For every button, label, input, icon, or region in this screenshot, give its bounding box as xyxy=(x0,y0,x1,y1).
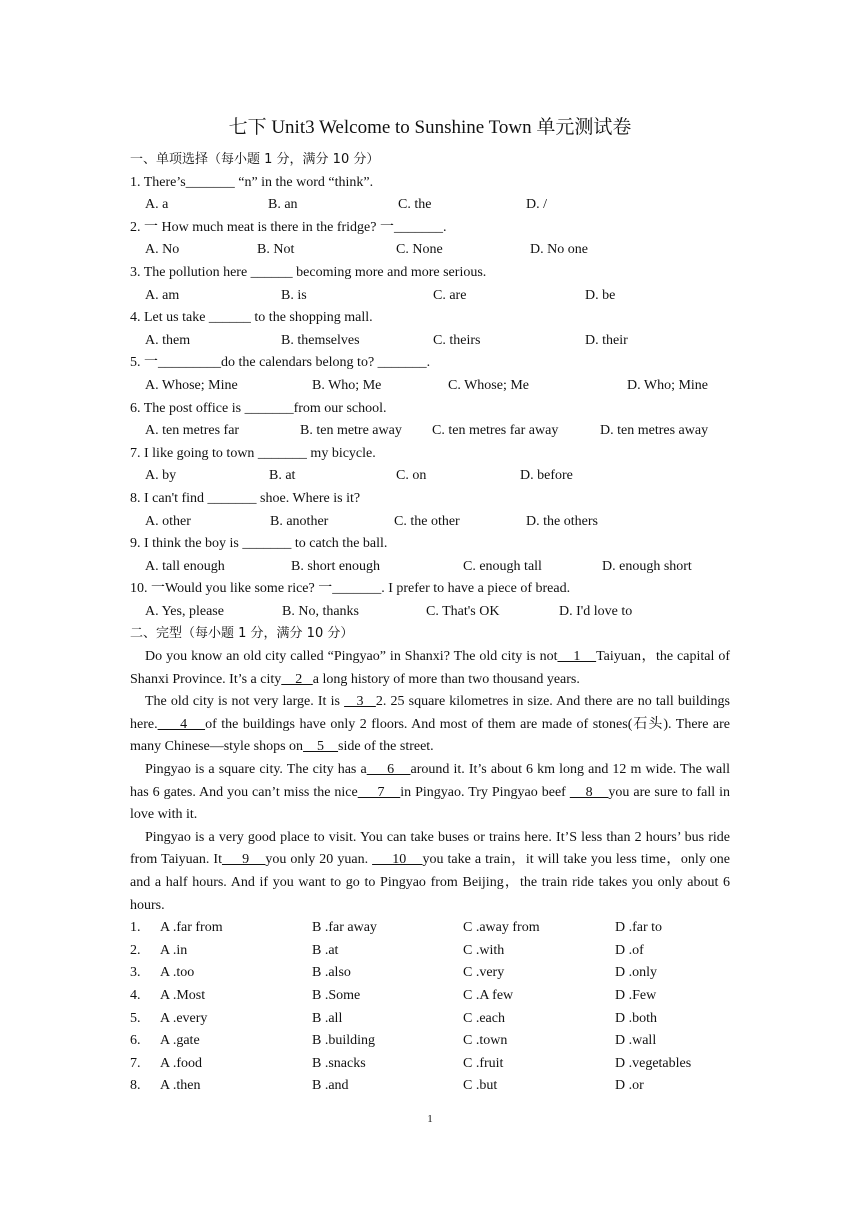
answer-option: C .A few xyxy=(463,987,514,1003)
answer-option: D .vegetables xyxy=(615,1055,692,1071)
cloze-option-number: 8. xyxy=(130,1078,141,1094)
passage-text: you take a train，it will take you less time，only one and a half hours. And if you want to go to Pingyao from Beijing，the train ride takes you only about 6 hours. xyxy=(130,852,731,913)
answer-option: A. Whose; Mine xyxy=(145,377,238,393)
cloze-option-row xyxy=(130,985,730,1008)
answer-option: B. short enough xyxy=(291,558,381,574)
passage-text: Pingyao is a very good place to visit. You can take buses or trains here. It’S less than 2 hours’ bus ride from Taiyuan. It xyxy=(130,829,730,868)
cloze-option-row xyxy=(130,1075,730,1098)
answer-option: B .all xyxy=(312,1010,343,1026)
passage-paragraph xyxy=(130,759,730,827)
answer-option: A .every xyxy=(160,1010,208,1026)
answer-option: D. the others xyxy=(526,513,598,529)
answer-option: C. ten metres far away xyxy=(432,423,559,439)
cloze-option-number: 4. xyxy=(130,987,141,1003)
answer-option: D .Few xyxy=(615,987,657,1003)
cloze-option-number: 6. xyxy=(130,1033,141,1049)
cloze-blank: 10 xyxy=(372,852,423,868)
answer-option: D. I'd love to xyxy=(559,603,633,619)
answer-option: D. / xyxy=(526,197,547,213)
cloze-blank: 2 xyxy=(281,671,313,687)
document-body xyxy=(130,149,730,1098)
answer-option: D. their xyxy=(585,332,628,348)
cloze-blank: 4 xyxy=(157,716,206,732)
passage-text: a long history of more than two thousand years. xyxy=(312,671,580,687)
passage-text: you are sure to fall in love with it. xyxy=(130,784,731,823)
cloze-passage xyxy=(130,646,730,917)
cloze-option-row xyxy=(130,917,730,940)
answer-option: A .food xyxy=(160,1055,202,1071)
question-stem: 1. There’s_______ “n” in the word “think”. xyxy=(130,174,374,190)
section-heading: 二、完型（每小题 1 分，满分 10 分） xyxy=(130,626,354,642)
question-stem: 9. I think the boy is _______ to catch the ball. xyxy=(130,536,388,552)
answer-option: B. an xyxy=(268,197,298,213)
answer-option: B. themselves xyxy=(281,332,360,348)
answer-option: D .both xyxy=(615,1010,657,1026)
cloze-option-number: 5. xyxy=(130,1010,141,1026)
answer-option: A .gate xyxy=(160,1033,200,1049)
page-number: 1 xyxy=(427,1113,433,1125)
answer-option: A .Most xyxy=(160,987,206,1003)
passage-text: Do you know an old city called “Pingyao” in Shanxi? The old city is not xyxy=(145,649,558,665)
answer-option: B. Not xyxy=(257,242,295,258)
cloze-blank: 7 xyxy=(357,784,401,800)
answer-option: B .at xyxy=(312,942,339,958)
answer-option: D .of xyxy=(615,942,644,958)
answer-option: D. be xyxy=(585,287,616,303)
answer-option: B. No, thanks xyxy=(282,603,359,619)
cloze-option-number: 1. xyxy=(130,920,141,936)
answer-option: C. That's OK xyxy=(426,603,500,619)
passage-text: you only 20 yuan. xyxy=(265,852,373,868)
cloze-blank: 3 xyxy=(344,694,376,710)
answer-option: C. on xyxy=(396,468,427,484)
answer-option: D .only xyxy=(615,965,657,981)
answer-option: D. Who; Mine xyxy=(627,377,709,393)
cloze-option-number: 3. xyxy=(130,965,141,981)
question-options xyxy=(130,420,730,443)
answer-option: A .far from xyxy=(160,920,223,936)
passage-paragraph xyxy=(130,827,730,917)
answer-option: A. them xyxy=(145,332,191,348)
passage-text: 2. 25 square kilometres in size. And there are no tall buildings here. xyxy=(130,694,731,732)
cloze-option-row xyxy=(130,940,730,963)
answer-option: C .but xyxy=(463,1078,498,1094)
answer-option: C. Whose; Me xyxy=(448,377,530,393)
page-title: 七下 Unit3 Welcome to Sunshine Town 单元测试卷 xyxy=(228,117,632,138)
answer-option: B. ten metre away xyxy=(300,423,402,439)
passage-text: Taiyuan，the capital of Shanxi Province. It’s a city xyxy=(130,649,731,687)
answer-option: A. ten metres far xyxy=(145,423,240,439)
answer-option: C .away from xyxy=(463,920,540,936)
question-options xyxy=(130,375,730,398)
answer-option: B .also xyxy=(312,965,351,981)
question-stem: 3. The pollution here ______ becoming more and more serious. xyxy=(130,264,487,280)
cloze-blank: 5 xyxy=(303,739,339,755)
answer-option: A .in xyxy=(160,942,188,958)
answer-option: D. ten metres away xyxy=(600,423,709,439)
question-options xyxy=(130,601,730,624)
cloze-blank: 1 xyxy=(557,649,597,665)
question-options xyxy=(130,556,730,579)
answer-option: A. other xyxy=(145,513,191,529)
cloze-blank: 8 xyxy=(569,784,609,800)
passage-paragraph xyxy=(130,691,730,759)
cloze-option-number: 2. xyxy=(130,942,141,958)
answer-option: B .snacks xyxy=(312,1055,366,1071)
cloze-option-row xyxy=(130,962,730,985)
passage-text: side of the street. xyxy=(338,739,434,755)
passage-text: The old city is not very large. It is xyxy=(145,694,345,710)
question-stem: 7. I like going to town _______ my bicycle. xyxy=(130,445,376,461)
answer-option: B .and xyxy=(312,1078,349,1094)
answer-option: A. tall enough xyxy=(145,558,225,574)
answer-option: A .too xyxy=(160,965,195,981)
question-stem: 8. I can't find _______ shoe. Where is it? xyxy=(130,490,361,506)
answer-option: C. None xyxy=(396,242,443,258)
question-options xyxy=(130,239,730,262)
passage-text: Pingyao is a square city. The city has a xyxy=(145,762,367,778)
answer-option: D. No one xyxy=(530,242,588,258)
answer-option: C. theirs xyxy=(433,332,481,348)
answer-option: C. enough tall xyxy=(463,558,542,574)
answer-option: C .each xyxy=(463,1010,505,1026)
question-options xyxy=(130,285,730,308)
question-stem: 6. The post office is _______from our school. xyxy=(130,400,387,416)
question-stem: 10. 一Would you like some rice? 一_______. I prefer to have a piece of bread. xyxy=(130,581,571,597)
cloze-blank: 9 xyxy=(221,852,266,868)
multiple-choice-list xyxy=(130,172,730,624)
question-options xyxy=(130,330,730,353)
answer-option: D. before xyxy=(520,468,573,484)
answer-option: A. am xyxy=(145,287,180,303)
answer-option: C .with xyxy=(463,942,505,958)
answer-option: A. No xyxy=(145,242,180,258)
passage-paragraph xyxy=(130,646,730,691)
question-stem: 2. 一 How much meat is there in the fridge? 一_______. xyxy=(130,219,447,235)
answer-option: D. enough short xyxy=(602,558,692,574)
section-heading: 一、单项选择（每小题 1 分，满分 10 分） xyxy=(130,152,380,167)
question-stem: 4. Let us take ______ to the shopping mall. xyxy=(130,310,373,326)
cloze-option-row xyxy=(130,1030,730,1053)
answer-option: C .very xyxy=(463,965,505,981)
cloze-option-row xyxy=(130,1053,730,1076)
answer-option: B. another xyxy=(270,513,329,529)
question-options xyxy=(130,194,730,217)
answer-option: C. the other xyxy=(394,513,460,529)
answer-option: A .then xyxy=(160,1078,201,1094)
cloze-blank: 6 xyxy=(366,762,411,778)
answer-option: C. the xyxy=(398,197,432,213)
cloze-options-list xyxy=(130,917,730,1098)
answer-option: B .far away xyxy=(312,920,377,936)
answer-option: C .town xyxy=(463,1033,508,1049)
answer-option: B .building xyxy=(312,1033,376,1049)
question-options xyxy=(130,511,730,534)
answer-option: D .wall xyxy=(615,1033,657,1049)
answer-option: C. are xyxy=(433,287,467,303)
answer-option: A. a xyxy=(145,197,169,213)
question-options xyxy=(130,465,730,488)
answer-option: B .Some xyxy=(312,987,361,1003)
passage-text: of the buildings have only 2 floors. And most of them are made of stones(石头). There are many Chinese—style shops on xyxy=(130,716,730,755)
passage-text: in Pingyao. Try Pingyao beef xyxy=(400,784,570,800)
passage-text: around it. It’s about 6 km long and 12 m wide. The wall has 6 gates. And you can’t miss the nice xyxy=(130,762,730,800)
cloze-option-number: 7. xyxy=(130,1055,141,1071)
cloze-option-row xyxy=(130,1008,730,1031)
question-stem: 5. 一_________do the calendars belong to? _______. xyxy=(130,355,431,371)
answer-option: A. Yes, please xyxy=(145,603,224,619)
answer-option: C .fruit xyxy=(463,1055,504,1071)
answer-option: B. is xyxy=(281,287,307,303)
answer-option: A. by xyxy=(145,468,177,484)
answer-option: B. at xyxy=(269,468,296,484)
answer-option: B. Who; Me xyxy=(312,377,382,393)
answer-option: D .or xyxy=(615,1078,644,1094)
answer-option: D .far to xyxy=(615,920,663,936)
